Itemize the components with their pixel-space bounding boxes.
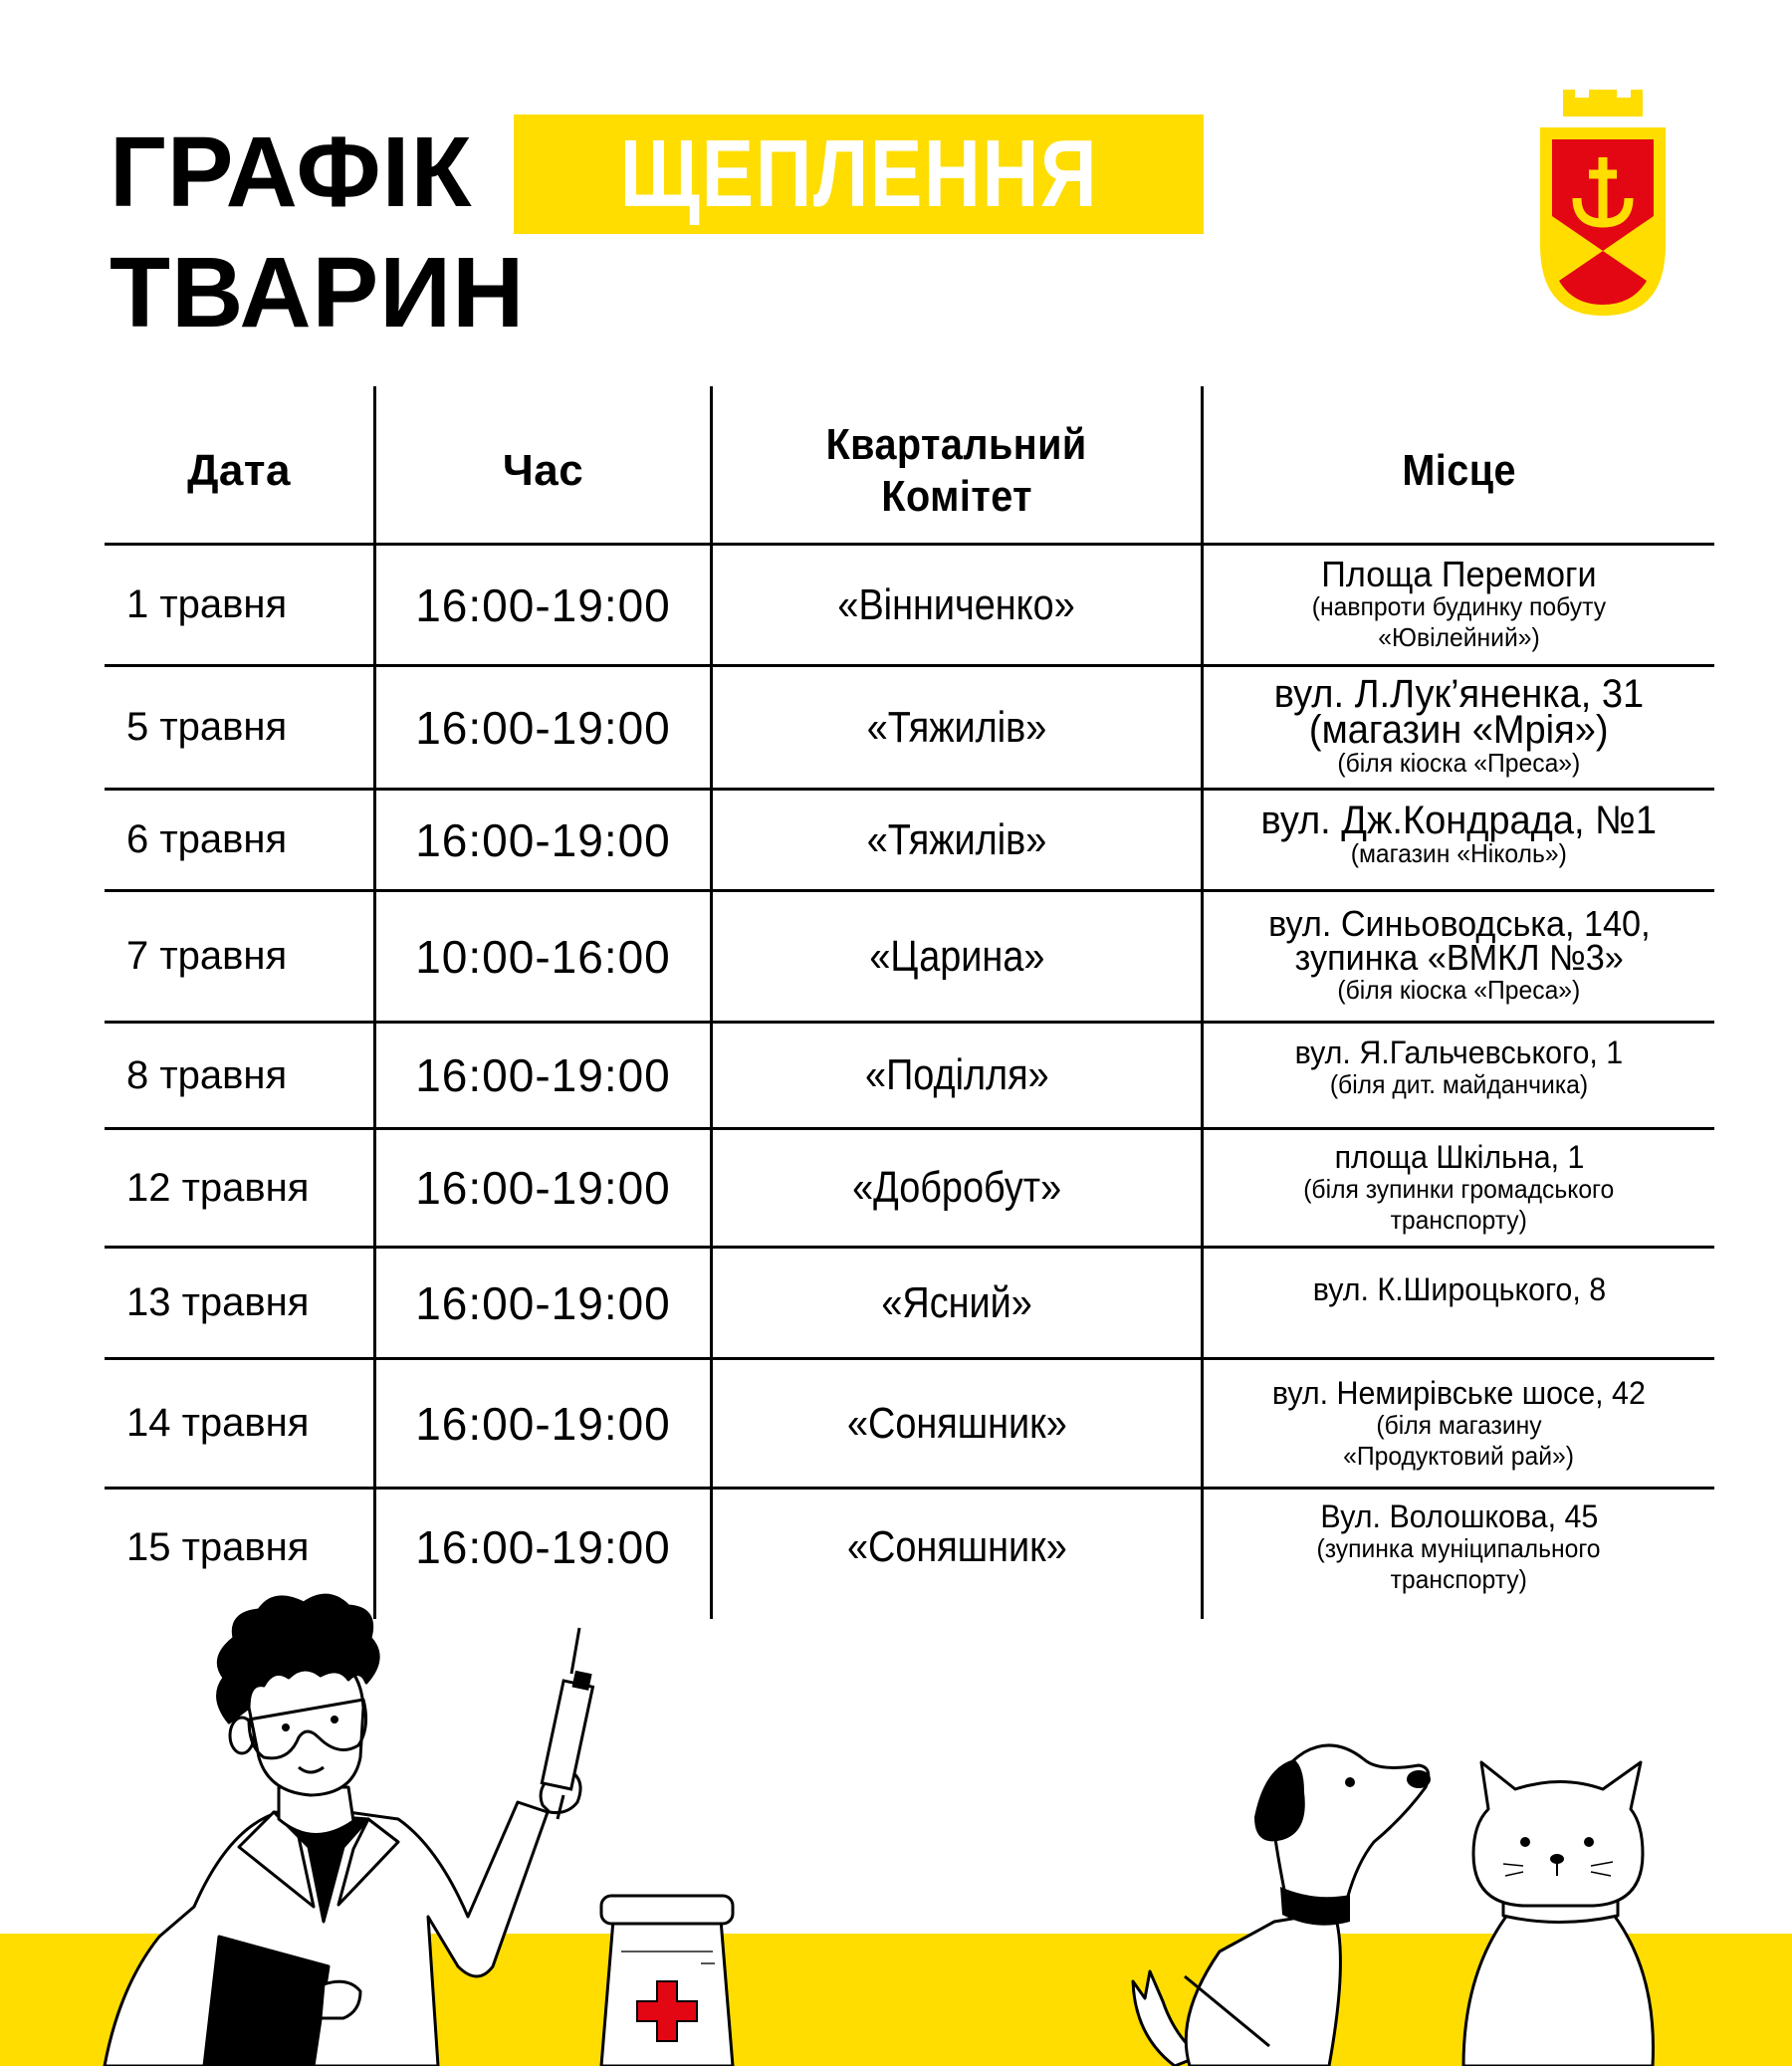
title-line-grafik: ГРАФІК (110, 116, 473, 228)
cell-time (376, 1360, 710, 1487)
title-line-tvaryn: ТВАРИН (110, 237, 526, 348)
date-text: 15 травня (126, 1524, 310, 1569)
cell-place (1204, 1249, 1714, 1357)
time-text: 16:00-19:00 (415, 1397, 671, 1450)
place-main: вул. Немирівське шосе, 42 (1271, 1374, 1646, 1411)
place-main: Вул. Волошкова, 45 (1320, 1498, 1598, 1534)
place-main: вул. К.Широцького, 8 (1312, 1271, 1606, 1307)
date-text: 14 травня (126, 1401, 310, 1445)
header-date (105, 398, 373, 543)
date-text: 12 травня (126, 1165, 310, 1210)
cell-date (105, 1130, 373, 1246)
date-text: 8 травня (126, 1052, 288, 1097)
cell-committee (713, 791, 1201, 889)
cell-date (105, 667, 373, 788)
place-sub: (біля магазину (1376, 1409, 1542, 1440)
cell-place (1204, 667, 1714, 788)
cell-date (105, 1249, 373, 1357)
veterinarian-with-syringe-icon (100, 1588, 617, 2066)
cell-committee (713, 546, 1201, 664)
time-text: 16:00-19:00 (415, 578, 671, 631)
place-sub: (зупинка муніципального (1316, 1533, 1602, 1563)
cell-place (1204, 1490, 1714, 1605)
place-main: площа Шкільна, 1 (1334, 1139, 1584, 1175)
cell-date (105, 892, 373, 1021)
time-text: 16:00-19:00 (415, 813, 671, 866)
cell-time (376, 1130, 710, 1246)
cell-place (1204, 1360, 1714, 1487)
header-time-label: Час (502, 445, 584, 495)
committee-text: «Соняшник» (846, 1398, 1067, 1448)
cat-icon (1444, 1754, 1673, 2066)
place-sub: (біля кіоска «Преса») (1337, 975, 1581, 1005)
date-text: 13 травня (126, 1280, 310, 1324)
date-text: 6 травня (126, 817, 288, 861)
date-text: 1 травня (126, 582, 288, 626)
cell-date (105, 1360, 373, 1487)
cell-committee (713, 1360, 1201, 1487)
first-aid-bag-icon (593, 1892, 741, 2066)
cell-time (376, 791, 710, 889)
place-main: вул. Дж.Кондрада, №1 (1260, 799, 1658, 842)
cell-place (1204, 791, 1714, 889)
place-sub: транспорту) (1390, 1564, 1528, 1594)
cell-date (105, 1024, 373, 1127)
cell-time (376, 1024, 710, 1127)
committee-text: «Вінниченко» (837, 579, 1076, 629)
cell-committee (713, 667, 1201, 788)
cell-time (376, 892, 710, 1021)
time-text: 16:00-19:00 (415, 701, 671, 754)
cell-date (105, 546, 373, 664)
cell-committee (713, 892, 1201, 1021)
committee-text: «Ясний» (881, 1277, 1032, 1327)
cell-committee (713, 1024, 1201, 1127)
time-text: 16:00-19:00 (415, 1521, 671, 1573)
place-sub: (біля дит. майданчика) (1329, 1069, 1589, 1099)
place-sub: транспорту) (1390, 1205, 1528, 1235)
committee-text: «Тяжилів» (866, 814, 1047, 864)
place-sub: (біля кіоска «Преса») (1337, 748, 1581, 778)
date-text: 7 травня (126, 934, 288, 978)
place-sub: «Ювілейний») (1378, 621, 1540, 652)
place-main-2: (магазин «Мрія») (1309, 708, 1609, 752)
vinnytsia-coat-of-arms-icon (1533, 86, 1673, 321)
cell-time (376, 1249, 710, 1357)
header-committee (713, 398, 1201, 543)
place-sub: (магазин «Ніколь») (1350, 838, 1568, 868)
place-main: вул. Л.Лук’яненка, 31 (1273, 672, 1645, 716)
header-time (376, 398, 710, 543)
place-main: вул. Синьоводська, 140, (1267, 903, 1651, 944)
cell-committee (713, 1130, 1201, 1246)
place-main: вул. Я.Гальчевського, 1 (1294, 1034, 1624, 1070)
committee-text: «Добробут» (851, 1163, 1062, 1212)
time-text: 16:00-19:00 (415, 1162, 671, 1214)
cell-time (376, 546, 710, 664)
committee-text: «Царина» (868, 931, 1045, 981)
cell-committee (713, 1249, 1201, 1357)
committee-text: «Поділля» (864, 1050, 1049, 1099)
committee-text: «Тяжилів» (866, 702, 1047, 752)
place-sub: (біля зупинки громадського (1303, 1174, 1615, 1204)
title-highlight-box (514, 115, 1204, 234)
cell-date (105, 791, 373, 889)
place-main-2: зупинка «ВМКЛ №3» (1294, 937, 1624, 978)
cell-committee (713, 1490, 1201, 1605)
time-text: 10:00-16:00 (415, 930, 671, 983)
cell-place (1204, 1130, 1714, 1246)
committee-text: «Соняшник» (846, 1522, 1067, 1571)
header-place (1204, 398, 1714, 543)
place-sub: «Продуктовий рай») (1343, 1440, 1575, 1471)
dog-icon (1105, 1737, 1434, 2066)
cell-time (376, 667, 710, 788)
date-text: 5 травня (126, 705, 288, 749)
cell-place (1204, 546, 1714, 664)
header-place-label: Місце (1402, 445, 1516, 495)
header-committee-line1: Квартальний (825, 419, 1088, 469)
cell-place (1204, 892, 1714, 1021)
place-main: Площа Перемоги (1321, 553, 1597, 594)
title-highlight-text: ЩЕПЛЕННЯ (619, 120, 1098, 227)
time-text: 16:00-19:00 (415, 1276, 671, 1329)
time-text: 16:00-19:00 (415, 1049, 671, 1101)
cell-place (1204, 1024, 1714, 1127)
header-date-label: Дата (187, 445, 291, 495)
place-sub: (навпроти будинку побуту (1311, 590, 1607, 621)
header-committee-line2: Комітет (881, 471, 1032, 521)
